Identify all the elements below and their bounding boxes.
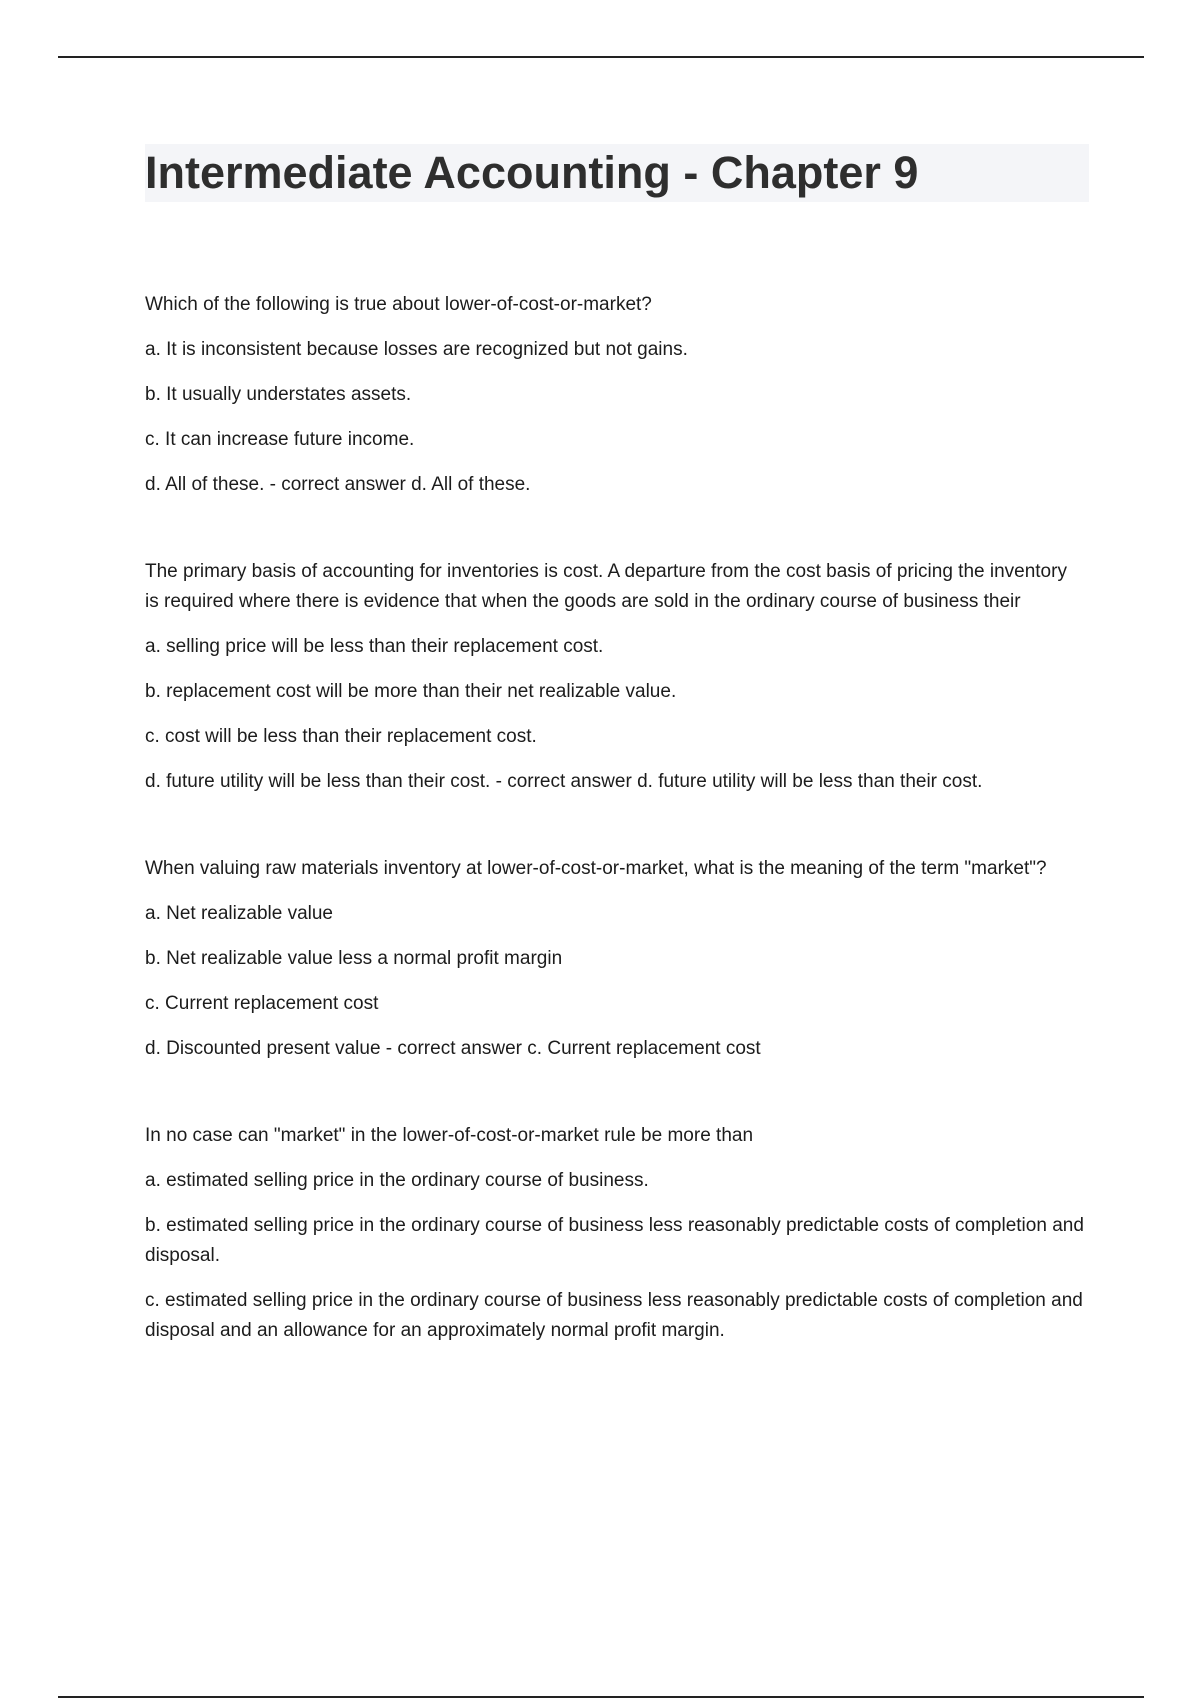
- document-body: [145, 290, 1085, 1403]
- question-4: [145, 1121, 1085, 1346]
- option-c: c. estimated selling price in the ordinary course of business less reasonably predictable costs of completion and disposal and an allowance for an approximately normal profit margin.: [145, 1290, 1083, 1341]
- question-2: [145, 557, 1085, 797]
- option-b: b. Net realizable value less a normal profit margin: [145, 948, 563, 969]
- option-d-with-answer: d. future utility will be less than their cost. - correct answer d. future utility will be less than their cost.: [145, 771, 983, 792]
- question-text: In no case can "market" in the lower-of-cost-or-market rule be more than: [145, 1125, 754, 1146]
- option-d-with-answer: d. All of these. - correct answer d. All of these.: [145, 474, 531, 495]
- option-b: b. It usually understates assets.: [145, 384, 412, 405]
- option-b: b. replacement cost will be more than their net realizable value.: [145, 681, 677, 702]
- top-rule: [58, 56, 1144, 58]
- option-a: a. Net realizable value: [145, 903, 333, 924]
- page-title: Intermediate Accounting - Chapter 9: [145, 147, 919, 198]
- option-a: a. selling price will be less than their replacement cost.: [145, 636, 604, 657]
- question-3: [145, 854, 1085, 1064]
- option-d-with-answer: d. Discounted present value - correct answer c. Current replacement cost: [145, 1038, 761, 1059]
- option-b: b. estimated selling price in the ordinary course of business less reasonably predictable costs of completion and disposal.: [145, 1215, 1084, 1266]
- question-1: [145, 290, 1085, 500]
- question-text: When valuing raw materials inventory at lower-of-cost-or-market, what is the meaning of the term "market"?: [145, 858, 1047, 879]
- option-c: c. It can increase future income.: [145, 429, 415, 450]
- option-c: c. cost will be less than their replacement cost.: [145, 726, 537, 747]
- option-a: a. estimated selling price in the ordinary course of business.: [145, 1170, 649, 1191]
- option-a: a. It is inconsistent because losses are recognized but not gains.: [145, 339, 688, 360]
- question-text: Which of the following is true about lower-of-cost-or-market?: [145, 294, 652, 315]
- option-c: c. Current replacement cost: [145, 993, 379, 1014]
- question-text: The primary basis of accounting for inventories is cost. A departure from the cost basis of pricing the inventory is required where there is evidence that when the goods are sold in the ordinary course of business their: [145, 561, 1067, 612]
- bottom-rule: [58, 1696, 1144, 1698]
